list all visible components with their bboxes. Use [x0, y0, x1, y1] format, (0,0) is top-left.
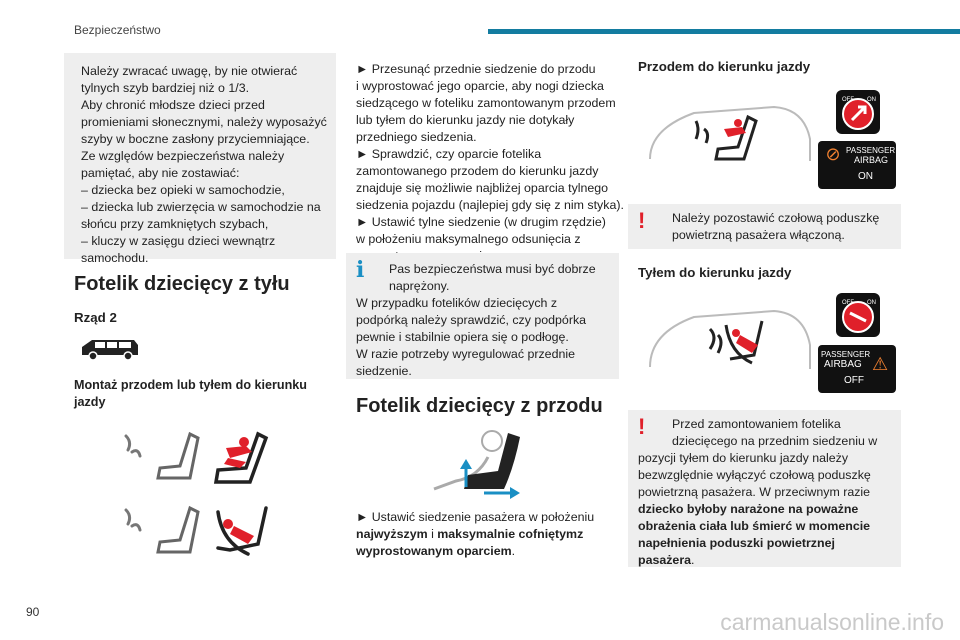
front-step-text: ► Ustawić siedzenie pasażera w położeniu najwyższym i maksymalnie cofniętymz wyprostowanym oparciem.: [356, 510, 595, 558]
notice-box: [64, 53, 336, 265]
rear-seats-rearward-icon: [118, 502, 278, 562]
info-box: i Pas bezpieczeństwa musi być dobrze naprężony. W przypadku fotelików dziecięcych z podpórką należy sprawdzić, czy podpórka pewnie i stabilnie opiera się o podłogę. W razie potrzeby wyregulować przednie siedzenie.: [346, 253, 619, 379]
switch-label-on: ON: [867, 97, 876, 103]
switch-label-off-2: OFF: [842, 300, 854, 306]
instructions-text: ► Przesunąć przednie siedzenie do przodu i wyprostować jego oparcie, aby nogi dziecka siedzącego w foteliku zamontowanym przodem lub tyłem do kierunku jazdy nie dotykały przedniego siedzenia. ► Sprawdzić, czy oparcie fotelika zamontowanego przodem do kierunku jazdy znajduje się możliwie najbliżej oparcia tylnego siedzenia pojazdu (najlepiej gdy się z nim styka). ► Ustawić tylne siedzenie (w drugim rzędzie) w położeniu maksymalnego odsunięcia z: [356, 62, 624, 246]
airbag-switch-off-icon: [836, 293, 880, 337]
info-icon: i: [356, 257, 365, 283]
seat-adjust-icon: [428, 427, 528, 499]
rear-seats-forward-icon: [118, 428, 278, 488]
facing-forward-title: Przodem do kierunku jazdy: [638, 59, 811, 74]
warning-icon-2: !: [638, 414, 646, 439]
airbag-on-indicator: ⊘ PASSENGER AIRBAG ON: [818, 141, 896, 189]
switch-label-on-2: ON: [867, 300, 876, 306]
row-title: Rząd 2: [74, 310, 117, 325]
facing-rear-title: Tyłem do kierunku jazdy: [638, 265, 792, 280]
warning-icon: !: [638, 208, 646, 233]
airbag-switch-on-icon: [836, 90, 880, 134]
section-header: Bezpieczeństwo: [74, 23, 161, 37]
notice-text: Należy zwracać uwagę, by nie otwierać tylnych szyb bardziej niż o 1/3. Aby chronić młodsze dzieci przed promieniami słonecznymi, należy wyposażyć szyby w boczne zasłony przyciemniające. Ze względów bezpieczeństwa należy pamiętać, aby nie zostawiać: – dziecka bez opieki w samochodzie, – dziecka lub zwierzęcia w samochodzie na słońcu przy zamkniętych szybach, – kluczy w zasięgu dzieci wewnątrz samochodu.: [81, 64, 327, 265]
van-icon: [78, 337, 140, 361]
front-seat-title: Fotelik dziecięcy z przodu: [356, 395, 603, 417]
car-forward-icon: [644, 99, 814, 171]
child-seat-crossed-icon: ⊘: [825, 144, 841, 164]
airbag-off-indicator: PASSENGER AIRBAG OFF ⚠: [818, 345, 896, 393]
header-bar: [488, 29, 960, 34]
watermark: carmanualsonline.info: [720, 609, 944, 635]
page-number: 90: [26, 605, 40, 619]
rear-seat-title: Fotelik dziecięcy z tyłu: [74, 273, 290, 295]
warning-box-1: ! Należy pozostawić czołową poduszkę powietrzną pasażera włączoną.: [628, 204, 901, 249]
warning-box-2: ! Przed zamontowaniem fotelika dziecięcego na przednim siedzeniu w pozycji tyłem do kierunku jazdy należy bezwzględnie wyłączyć czołową poduszkę powietrzną pasażera. W przeciwnym razie dziecko byłoby narażone na poważne obrażenia ciała lub śmierć w momencie napełnienia poduszki powietrznej pasażera.: [628, 410, 901, 567]
mount-title: Montaż przodem lub tyłem do kierunku jazdy: [74, 378, 308, 409]
child-seat-icon: ⚠: [872, 354, 889, 374]
car-rearward-icon: [644, 301, 814, 381]
switch-label-off: OFF: [842, 97, 854, 103]
